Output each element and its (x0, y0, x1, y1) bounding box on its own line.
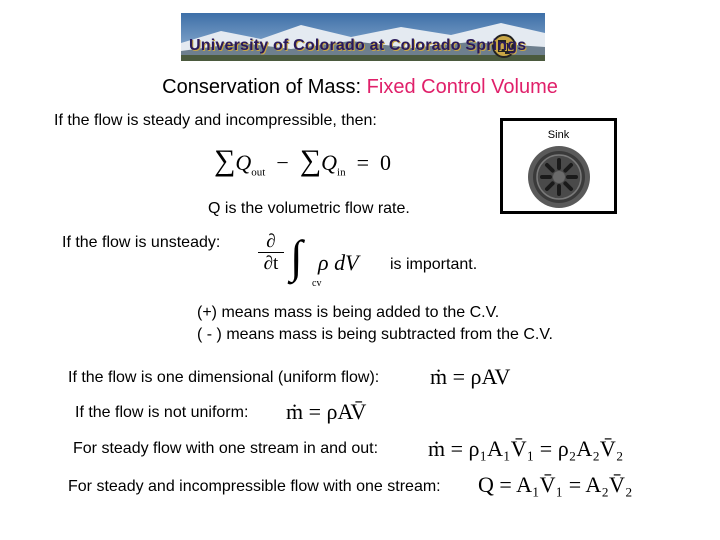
unsteady-condition: If the flow is unsteady: (62, 234, 221, 251)
sum-symbol-2: ∑ (299, 144, 322, 177)
case-uniform-text: If the flow is one dimensional (uniform flow): (68, 369, 380, 386)
case-nonuniform-equation: ṁ = ρAV̄ (286, 399, 367, 424)
sign-plus-text: (+) means mass is being added to the C.V. (197, 304, 500, 321)
steady-equation (214, 144, 391, 178)
partial-numerator: ∂ (266, 231, 276, 252)
title-main: Conservation of Mass: (162, 76, 362, 98)
integrand (318, 250, 359, 276)
integral-sign: ∫ (290, 231, 303, 282)
unsteady-suffix: is important. (390, 256, 478, 273)
minus-sign: − (276, 150, 289, 175)
q-symbol-2: Q (321, 150, 338, 175)
university-banner (181, 13, 545, 61)
case-steady-stream-equation: ṁ = ρ₁A₁V̄₁ = ρ₂A₂V̄₂ (428, 436, 624, 461)
sign-minus-text: ( - ) means mass is being subtracted from the C.V. (197, 326, 553, 343)
equals-sign: = (356, 150, 370, 175)
sum-symbol: ∑ (214, 144, 236, 177)
out-subscript: out (251, 166, 266, 179)
dv-symbol: dV (334, 250, 359, 275)
volumetric-flow-note: Q is the volumetric flow rate. (208, 200, 410, 217)
steady-condition: If the flow is steady and incompressible, then: (54, 112, 377, 129)
case-nonuniform-text: If the flow is not uniform: (75, 404, 249, 421)
case-uniform-equation: ṁ = ρAV (430, 364, 511, 389)
case-incompressible-equation: Q = A₁V̄₁ = A₂V̄₂ (478, 472, 633, 497)
partial-denominator: ∂t (263, 253, 279, 274)
cv-subscript: cv (312, 278, 322, 289)
slide-title (0, 76, 720, 99)
zero: 0 (380, 150, 392, 175)
sink-image-box (500, 118, 617, 214)
case-steady-stream-text: For steady flow with one stream in and out: (73, 440, 379, 457)
drain-image (527, 145, 591, 209)
rho-symbol: ρ (318, 250, 329, 275)
unsteady-derivative (258, 232, 284, 275)
sink-label: Sink (547, 129, 570, 141)
in-subscript: in (337, 166, 346, 179)
q-symbol: Q (235, 150, 252, 175)
title-highlight: Fixed Control Volume (366, 76, 558, 98)
case-incompressible-text: For steady and incompressible flow with one stream: (68, 478, 441, 495)
banner-university-name: University of Colorado at Colorado Springs (189, 37, 527, 54)
